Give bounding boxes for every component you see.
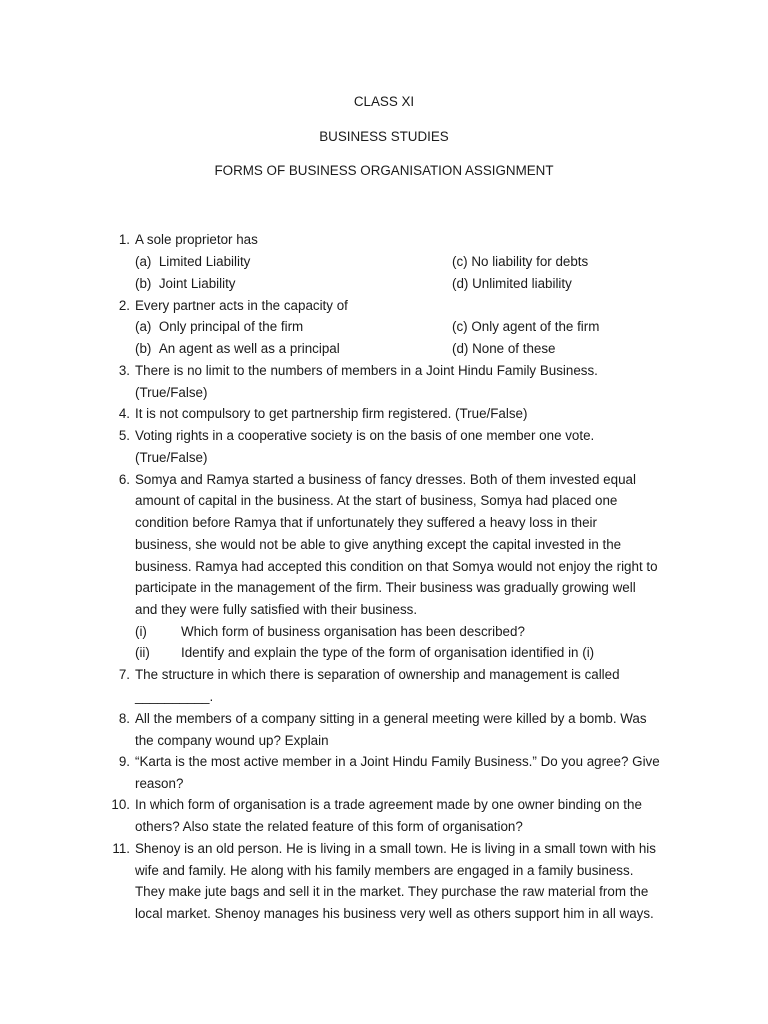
option-b: (b) An agent as well as a principal [135, 341, 340, 356]
option-d: (d) Unlimited liability [452, 276, 572, 291]
question-number: 8. [118, 711, 130, 726]
question-text: They make jute bags and sell it in the market. They purchase the raw material from the [135, 884, 649, 899]
question-text: There is no limit to the numbers of members in a Joint Hindu Family Business. [135, 363, 598, 378]
option-a: (a) Limited Liability [135, 254, 251, 269]
question-text: condition before Ramya that if unfortunately they suffered a heavy loss in their [135, 515, 597, 530]
question-number: 10. [111, 797, 130, 812]
question-text: amount of capital in the business. At the start of business, Somya had placed one [135, 493, 618, 508]
question-number: 7. [118, 667, 130, 682]
question-number: 5. [118, 428, 130, 443]
question-text: others? Also state the related feature of this form of organisation? [135, 819, 523, 834]
subitem-text: Identify and explain the type of the form of organisation identified in (i) [181, 645, 595, 660]
question-text: business, she would not be able to give anything except the capital invested in the [135, 537, 622, 552]
assignment-title: FORMS OF BUSINESS ORGANISATION ASSIGNMENT [214, 163, 554, 178]
option-d: (d) None of these [452, 341, 556, 356]
question-text: (True/False) [135, 385, 208, 400]
question-text: “Karta is the most active member in a Joint Hindu Family Business.” Do you agree? Give [135, 754, 660, 769]
option-a: (a) Only principal of the firm [135, 319, 304, 334]
question-number: 4. [118, 406, 130, 421]
class-heading: CLASS XI [353, 94, 415, 109]
question-text: reason? [135, 776, 184, 791]
question-number: 11. [112, 841, 130, 856]
question-number: 2. [118, 298, 130, 313]
option-c: (c) Only agent of the firm [452, 319, 600, 334]
question-text: the company wound up? Explain [135, 733, 329, 748]
option-c: (c) No liability for debts [452, 254, 589, 269]
question-text: local market. Shenoy manages his business very well as others support him in all ways. [135, 906, 654, 921]
question-number: 6. [118, 472, 130, 487]
question-text: Every partner acts in the capacity of [135, 298, 348, 313]
option-b: (b) Joint Liability [135, 276, 236, 291]
question-text: (True/False) [135, 450, 208, 465]
question-text: Shenoy is an old person. He is living in a small town. He is living in a small town with his [135, 841, 656, 856]
answer-blank: __________. [135, 689, 214, 704]
question-text: wife and family. He along with his family members are engaged in a family business. [135, 863, 634, 878]
question-text: Somya and Ramya started a business of fancy dresses. Both of them invested equal [135, 472, 636, 487]
question-number: 1. [118, 232, 130, 247]
question-text: All the members of a company sitting in a general meeting were killed by a bomb. Was [135, 711, 647, 726]
subitem-label: (ii) [135, 645, 150, 660]
question-text: It is not compulsory to get partnership firm registered. (True/False) [135, 406, 528, 421]
subitem-label: (i) [135, 624, 147, 639]
question-text: In which form of organisation is a trade agreement made by one owner binding on the [135, 797, 642, 812]
question-text: Voting rights in a cooperative society is on the basis of one member one vote. [135, 428, 595, 443]
question-text: and they were fully satisfied with their business. [135, 602, 418, 617]
question-text: The structure in which there is separation of ownership and management is called [135, 667, 620, 682]
subject-heading: BUSINESS STUDIES [319, 129, 449, 144]
question-text: participate in the management of the firm. Their business was gradually growing well [135, 580, 636, 595]
question-text: A sole proprietor has [135, 232, 258, 247]
subitem-text: Which form of business organisation has been described? [181, 624, 525, 639]
question-number: 3. [118, 363, 130, 378]
question-number: 9. [118, 754, 130, 769]
question-text: business. Ramya had accepted this condition on that Somya would not enjoy the right to [135, 559, 658, 574]
